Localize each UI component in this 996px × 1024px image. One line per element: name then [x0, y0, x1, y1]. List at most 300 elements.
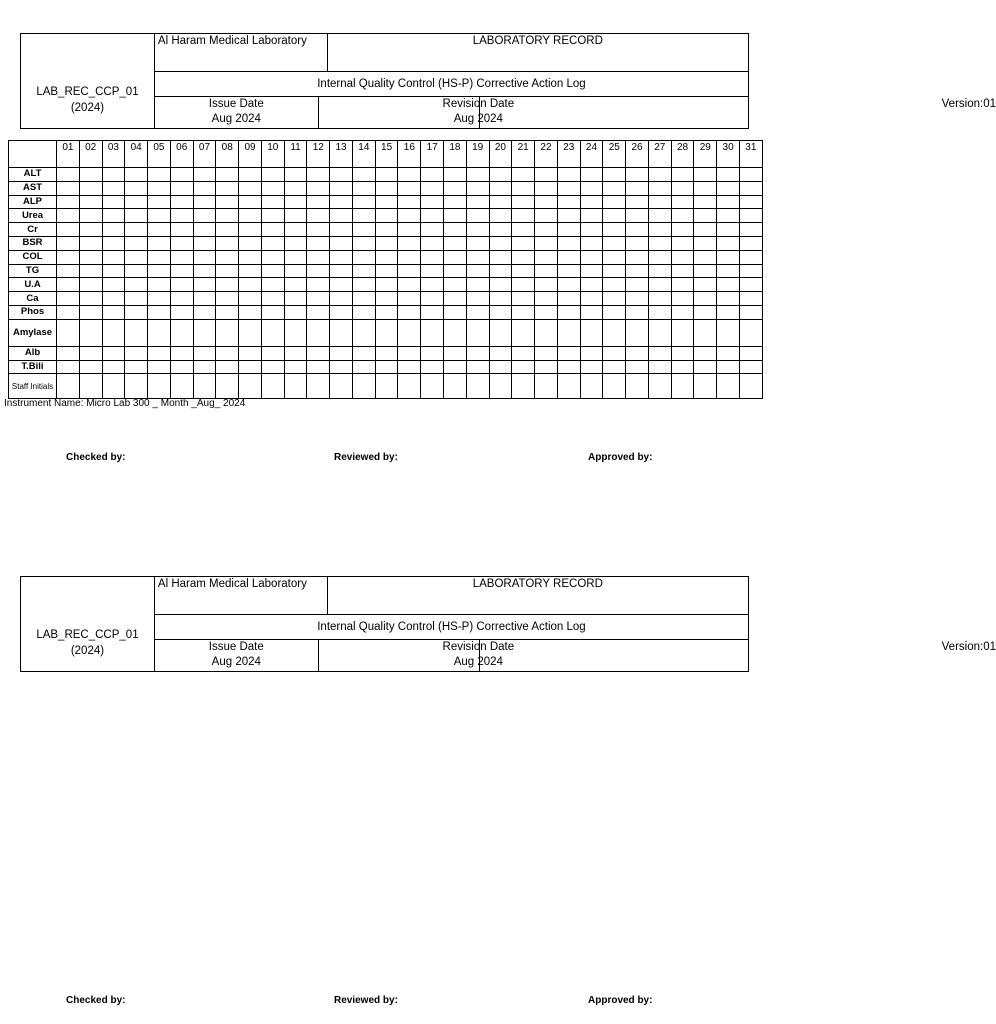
entry-cell[interactable] [444, 168, 467, 182]
entry-cell[interactable] [148, 236, 171, 250]
entry-cell[interactable] [580, 250, 603, 264]
entry-cell[interactable] [57, 250, 80, 264]
entry-cell[interactable] [626, 181, 649, 195]
entry-cell[interactable] [603, 346, 626, 360]
entry-cell[interactable] [466, 264, 489, 278]
entry-cell[interactable] [626, 209, 649, 223]
entry-cell[interactable] [717, 292, 740, 306]
entry-cell[interactable] [671, 195, 694, 209]
entry-cell[interactable] [466, 181, 489, 195]
entry-cell[interactable] [671, 250, 694, 264]
entry-cell[interactable] [421, 305, 444, 319]
entry-cell[interactable] [375, 278, 398, 292]
entry-cell[interactable] [398, 250, 421, 264]
entry-cell[interactable] [398, 223, 421, 237]
entry-cell[interactable] [239, 181, 262, 195]
entry-cell[interactable] [216, 346, 239, 360]
entry-cell[interactable] [352, 264, 375, 278]
entry-cell[interactable] [398, 360, 421, 374]
entry-cell[interactable] [239, 346, 262, 360]
entry-cell[interactable] [512, 319, 535, 346]
entry-cell[interactable] [307, 360, 330, 374]
entry-cell[interactable] [626, 319, 649, 346]
entry-cell[interactable] [739, 195, 762, 209]
entry-cell[interactable] [375, 181, 398, 195]
entry-cell[interactable] [466, 292, 489, 306]
entry-cell[interactable] [694, 292, 717, 306]
entry-cell[interactable] [125, 278, 148, 292]
entry-cell[interactable] [79, 346, 102, 360]
entry-cell[interactable] [239, 319, 262, 346]
entry-cell[interactable] [261, 292, 284, 306]
entry-cell[interactable] [148, 360, 171, 374]
entry-cell[interactable] [421, 264, 444, 278]
entry-cell[interactable] [261, 168, 284, 182]
entry-cell[interactable] [307, 319, 330, 346]
entry-cell[interactable] [375, 305, 398, 319]
entry-cell[interactable] [170, 181, 193, 195]
entry-cell[interactable] [102, 223, 125, 237]
entry-cell[interactable] [535, 346, 558, 360]
entry-cell[interactable] [603, 181, 626, 195]
entry-cell[interactable] [717, 250, 740, 264]
entry-cell[interactable] [307, 223, 330, 237]
entry-cell[interactable] [352, 346, 375, 360]
entry-cell[interactable] [125, 223, 148, 237]
entry-cell[interactable] [580, 168, 603, 182]
entry-cell[interactable] [261, 346, 284, 360]
entry-cell[interactable] [466, 250, 489, 264]
entry-cell[interactable] [694, 319, 717, 346]
entry-cell[interactable] [352, 278, 375, 292]
entry-cell[interactable] [330, 209, 353, 223]
entry-cell[interactable] [398, 319, 421, 346]
entry-cell[interactable] [352, 181, 375, 195]
entry-cell[interactable] [512, 346, 535, 360]
entry-cell[interactable] [717, 319, 740, 346]
entry-cell[interactable] [102, 360, 125, 374]
entry-cell[interactable] [466, 360, 489, 374]
entry-cell[interactable] [626, 264, 649, 278]
entry-cell[interactable] [603, 223, 626, 237]
entry-cell[interactable] [444, 181, 467, 195]
entry-cell[interactable] [170, 250, 193, 264]
entry-cell[interactable] [261, 374, 284, 399]
entry-cell[interactable] [512, 292, 535, 306]
entry-cell[interactable] [557, 223, 580, 237]
entry-cell[interactable] [148, 168, 171, 182]
entry-cell[interactable] [603, 264, 626, 278]
entry-cell[interactable] [671, 209, 694, 223]
entry-cell[interactable] [148, 374, 171, 399]
entry-cell[interactable] [398, 168, 421, 182]
entry-cell[interactable] [216, 319, 239, 346]
entry-cell[interactable] [216, 374, 239, 399]
entry-cell[interactable] [330, 181, 353, 195]
entry-cell[interactable] [694, 305, 717, 319]
entry-cell[interactable] [148, 195, 171, 209]
entry-cell[interactable] [421, 236, 444, 250]
entry-cell[interactable] [512, 374, 535, 399]
entry-cell[interactable] [535, 360, 558, 374]
entry-cell[interactable] [421, 360, 444, 374]
entry-cell[interactable] [671, 292, 694, 306]
entry-cell[interactable] [466, 209, 489, 223]
entry-cell[interactable] [375, 209, 398, 223]
entry-cell[interactable] [125, 209, 148, 223]
entry-cell[interactable] [193, 360, 216, 374]
entry-cell[interactable] [648, 278, 671, 292]
entry-cell[interactable] [694, 223, 717, 237]
entry-cell[interactable] [489, 195, 512, 209]
entry-cell[interactable] [284, 305, 307, 319]
entry-cell[interactable] [648, 209, 671, 223]
entry-cell[interactable] [444, 209, 467, 223]
entry-cell[interactable] [739, 250, 762, 264]
entry-cell[interactable] [739, 181, 762, 195]
entry-cell[interactable] [739, 346, 762, 360]
entry-cell[interactable] [79, 195, 102, 209]
entry-cell[interactable] [557, 209, 580, 223]
entry-cell[interactable] [125, 319, 148, 346]
entry-cell[interactable] [239, 360, 262, 374]
entry-cell[interactable] [648, 360, 671, 374]
entry-cell[interactable] [489, 346, 512, 360]
entry-cell[interactable] [193, 195, 216, 209]
entry-cell[interactable] [261, 181, 284, 195]
entry-cell[interactable] [284, 292, 307, 306]
entry-cell[interactable] [648, 168, 671, 182]
entry-cell[interactable] [421, 278, 444, 292]
entry-cell[interactable] [216, 181, 239, 195]
entry-cell[interactable] [148, 250, 171, 264]
entry-cell[interactable] [648, 305, 671, 319]
entry-cell[interactable] [557, 278, 580, 292]
entry-cell[interactable] [148, 305, 171, 319]
entry-cell[interactable] [307, 250, 330, 264]
entry-cell[interactable] [398, 292, 421, 306]
entry-cell[interactable] [330, 305, 353, 319]
entry-cell[interactable] [398, 236, 421, 250]
entry-cell[interactable] [284, 346, 307, 360]
entry-cell[interactable] [739, 168, 762, 182]
entry-cell[interactable] [421, 181, 444, 195]
entry-cell[interactable] [626, 168, 649, 182]
entry-cell[interactable] [717, 374, 740, 399]
entry-cell[interactable] [648, 236, 671, 250]
entry-cell[interactable] [580, 223, 603, 237]
entry-cell[interactable] [170, 278, 193, 292]
entry-cell[interactable] [580, 305, 603, 319]
entry-cell[interactable] [102, 292, 125, 306]
entry-cell[interactable] [170, 360, 193, 374]
entry-cell[interactable] [352, 209, 375, 223]
entry-cell[interactable] [603, 360, 626, 374]
entry-cell[interactable] [489, 374, 512, 399]
entry-cell[interactable] [626, 278, 649, 292]
entry-cell[interactable] [375, 374, 398, 399]
entry-cell[interactable] [535, 223, 558, 237]
entry-cell[interactable] [79, 319, 102, 346]
entry-cell[interactable] [717, 236, 740, 250]
entry-cell[interactable] [421, 374, 444, 399]
entry-cell[interactable] [671, 223, 694, 237]
entry-cell[interactable] [284, 278, 307, 292]
entry-cell[interactable] [557, 305, 580, 319]
entry-cell[interactable] [307, 168, 330, 182]
entry-cell[interactable] [193, 168, 216, 182]
entry-cell[interactable] [261, 250, 284, 264]
entry-cell[interactable] [330, 278, 353, 292]
entry-cell[interactable] [421, 168, 444, 182]
entry-cell[interactable] [739, 278, 762, 292]
entry-cell[interactable] [79, 374, 102, 399]
entry-cell[interactable] [694, 236, 717, 250]
entry-cell[interactable] [375, 264, 398, 278]
entry-cell[interactable] [535, 250, 558, 264]
entry-cell[interactable] [671, 236, 694, 250]
entry-cell[interactable] [125, 236, 148, 250]
entry-cell[interactable] [170, 319, 193, 346]
entry-cell[interactable] [239, 305, 262, 319]
entry-cell[interactable] [626, 360, 649, 374]
entry-cell[interactable] [421, 195, 444, 209]
entry-cell[interactable] [375, 360, 398, 374]
entry-cell[interactable] [580, 195, 603, 209]
entry-cell[interactable] [421, 292, 444, 306]
entry-cell[interactable] [102, 181, 125, 195]
entry-cell[interactable] [489, 360, 512, 374]
entry-cell[interactable] [489, 264, 512, 278]
entry-cell[interactable] [102, 374, 125, 399]
entry-cell[interactable] [261, 195, 284, 209]
entry-cell[interactable] [489, 223, 512, 237]
entry-cell[interactable] [330, 195, 353, 209]
entry-cell[interactable] [125, 168, 148, 182]
entry-cell[interactable] [648, 250, 671, 264]
entry-cell[interactable] [261, 305, 284, 319]
entry-cell[interactable] [648, 223, 671, 237]
entry-cell[interactable] [421, 223, 444, 237]
entry-cell[interactable] [421, 319, 444, 346]
entry-cell[interactable] [216, 292, 239, 306]
entry-cell[interactable] [307, 292, 330, 306]
entry-cell[interactable] [307, 195, 330, 209]
entry-cell[interactable] [398, 209, 421, 223]
entry-cell[interactable] [648, 346, 671, 360]
entry-cell[interactable] [557, 360, 580, 374]
entry-cell[interactable] [352, 292, 375, 306]
entry-cell[interactable] [307, 278, 330, 292]
entry-cell[interactable] [512, 195, 535, 209]
entry-cell[interactable] [535, 292, 558, 306]
entry-cell[interactable] [603, 278, 626, 292]
entry-cell[interactable] [170, 209, 193, 223]
entry-cell[interactable] [694, 181, 717, 195]
entry-cell[interactable] [557, 319, 580, 346]
entry-cell[interactable] [79, 223, 102, 237]
entry-cell[interactable] [216, 195, 239, 209]
entry-cell[interactable] [330, 319, 353, 346]
entry-cell[interactable] [352, 250, 375, 264]
entry-cell[interactable] [148, 209, 171, 223]
entry-cell[interactable] [307, 305, 330, 319]
entry-cell[interactable] [239, 223, 262, 237]
entry-cell[interactable] [102, 209, 125, 223]
entry-cell[interactable] [694, 250, 717, 264]
entry-cell[interactable] [261, 278, 284, 292]
entry-cell[interactable] [694, 360, 717, 374]
entry-cell[interactable] [444, 319, 467, 346]
entry-cell[interactable] [307, 346, 330, 360]
entry-cell[interactable] [444, 195, 467, 209]
entry-cell[interactable] [239, 250, 262, 264]
entry-cell[interactable] [57, 319, 80, 346]
entry-cell[interactable] [79, 209, 102, 223]
entry-cell[interactable] [717, 346, 740, 360]
entry-cell[interactable] [444, 250, 467, 264]
entry-cell[interactable] [626, 346, 649, 360]
entry-cell[interactable] [375, 319, 398, 346]
entry-cell[interactable] [170, 236, 193, 250]
entry-cell[interactable] [375, 346, 398, 360]
entry-cell[interactable] [489, 278, 512, 292]
entry-cell[interactable] [466, 278, 489, 292]
entry-cell[interactable] [284, 209, 307, 223]
entry-cell[interactable] [79, 278, 102, 292]
entry-cell[interactable] [216, 278, 239, 292]
entry-cell[interactable] [489, 292, 512, 306]
entry-cell[interactable] [352, 168, 375, 182]
entry-cell[interactable] [671, 181, 694, 195]
entry-cell[interactable] [102, 250, 125, 264]
entry-cell[interactable] [79, 168, 102, 182]
entry-cell[interactable] [284, 168, 307, 182]
entry-cell[interactable] [375, 223, 398, 237]
entry-cell[interactable] [671, 278, 694, 292]
entry-cell[interactable] [489, 168, 512, 182]
entry-cell[interactable] [535, 319, 558, 346]
entry-cell[interactable] [648, 292, 671, 306]
entry-cell[interactable] [170, 168, 193, 182]
entry-cell[interactable] [57, 305, 80, 319]
entry-cell[interactable] [694, 346, 717, 360]
entry-cell[interactable] [330, 236, 353, 250]
entry-cell[interactable] [193, 250, 216, 264]
entry-cell[interactable] [261, 236, 284, 250]
entry-cell[interactable] [352, 223, 375, 237]
entry-cell[interactable] [466, 195, 489, 209]
entry-cell[interactable] [57, 360, 80, 374]
entry-cell[interactable] [216, 305, 239, 319]
entry-cell[interactable] [535, 236, 558, 250]
entry-cell[interactable] [739, 374, 762, 399]
entry-cell[interactable] [512, 250, 535, 264]
entry-cell[interactable] [170, 195, 193, 209]
entry-cell[interactable] [170, 346, 193, 360]
entry-cell[interactable] [466, 319, 489, 346]
entry-cell[interactable] [57, 264, 80, 278]
entry-cell[interactable] [626, 195, 649, 209]
entry-cell[interactable] [375, 292, 398, 306]
entry-cell[interactable] [307, 264, 330, 278]
entry-cell[interactable] [284, 374, 307, 399]
entry-cell[interactable] [535, 374, 558, 399]
entry-cell[interactable] [398, 181, 421, 195]
entry-cell[interactable] [216, 223, 239, 237]
entry-cell[interactable] [421, 209, 444, 223]
entry-cell[interactable] [148, 346, 171, 360]
entry-cell[interactable] [398, 278, 421, 292]
entry-cell[interactable] [239, 195, 262, 209]
entry-cell[interactable] [512, 181, 535, 195]
entry-cell[interactable] [603, 209, 626, 223]
entry-cell[interactable] [671, 168, 694, 182]
entry-cell[interactable] [557, 374, 580, 399]
entry-cell[interactable] [102, 278, 125, 292]
entry-cell[interactable] [739, 360, 762, 374]
entry-cell[interactable] [148, 292, 171, 306]
entry-cell[interactable] [739, 264, 762, 278]
entry-cell[interactable] [739, 223, 762, 237]
entry-cell[interactable] [352, 236, 375, 250]
entry-cell[interactable] [57, 181, 80, 195]
entry-cell[interactable] [79, 236, 102, 250]
entry-cell[interactable] [398, 305, 421, 319]
entry-cell[interactable] [79, 292, 102, 306]
entry-cell[interactable] [580, 209, 603, 223]
entry-cell[interactable] [102, 195, 125, 209]
entry-cell[interactable] [261, 319, 284, 346]
entry-cell[interactable] [375, 250, 398, 264]
entry-cell[interactable] [352, 360, 375, 374]
entry-cell[interactable] [466, 346, 489, 360]
entry-cell[interactable] [307, 181, 330, 195]
entry-cell[interactable] [580, 374, 603, 399]
entry-cell[interactable] [626, 374, 649, 399]
entry-cell[interactable] [148, 264, 171, 278]
entry-cell[interactable] [352, 374, 375, 399]
entry-cell[interactable] [444, 305, 467, 319]
entry-cell[interactable] [330, 360, 353, 374]
entry-cell[interactable] [102, 236, 125, 250]
entry-cell[interactable] [239, 236, 262, 250]
entry-cell[interactable] [125, 346, 148, 360]
entry-cell[interactable] [603, 305, 626, 319]
entry-cell[interactable] [535, 181, 558, 195]
entry-cell[interactable] [717, 223, 740, 237]
entry-cell[interactable] [717, 195, 740, 209]
entry-cell[interactable] [739, 236, 762, 250]
entry-cell[interactable] [330, 168, 353, 182]
entry-cell[interactable] [239, 374, 262, 399]
entry-cell[interactable] [125, 374, 148, 399]
entry-cell[interactable] [694, 374, 717, 399]
entry-cell[interactable] [466, 374, 489, 399]
entry-cell[interactable] [580, 278, 603, 292]
entry-cell[interactable] [57, 168, 80, 182]
entry-cell[interactable] [148, 181, 171, 195]
entry-cell[interactable] [125, 264, 148, 278]
entry-cell[interactable] [557, 181, 580, 195]
entry-cell[interactable] [512, 278, 535, 292]
entry-cell[interactable] [603, 236, 626, 250]
entry-cell[interactable] [102, 305, 125, 319]
entry-cell[interactable] [193, 264, 216, 278]
entry-cell[interactable] [603, 292, 626, 306]
entry-cell[interactable] [330, 374, 353, 399]
entry-cell[interactable] [193, 209, 216, 223]
